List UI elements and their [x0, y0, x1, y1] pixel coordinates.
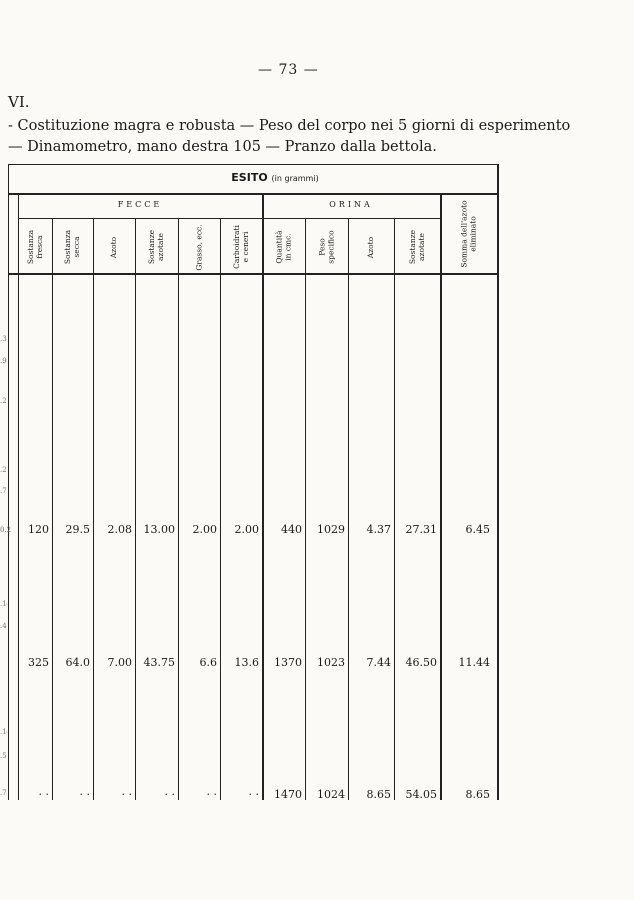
column-header: [52, 222, 93, 272]
column-divider: [394, 218, 395, 800]
column-header: [348, 222, 394, 272]
column-header: [305, 222, 348, 272]
column-header-label: Grasso, ecc.: [194, 223, 204, 271]
group-divider-fecce-orina: [262, 193, 264, 800]
margin-fragment: .4: [0, 622, 7, 630]
margin-fragment: .7: [0, 487, 7, 495]
table-left-border: [8, 164, 9, 800]
column-header-label: Sostanze azotate: [408, 229, 426, 265]
column-header: [178, 222, 220, 272]
table-cell: 43.75: [143, 656, 175, 669]
margin-fragment: 0.2: [0, 526, 12, 534]
table-cell: 64.0: [65, 656, 90, 669]
group-header-rule: [18, 218, 441, 219]
table-title: [170, 171, 380, 184]
column-header: [135, 222, 178, 272]
margin-fragment: .5: [0, 752, 7, 760]
table-cell: 325: [28, 656, 49, 669]
group-divider-orina-somma: [440, 193, 442, 800]
margin-fragment: .3: [0, 335, 7, 343]
table-cell: 11.44: [458, 656, 490, 669]
column-header: [18, 222, 52, 272]
group-title-fecce: FECCE: [117, 200, 163, 209]
table-cell: · ·: [121, 788, 132, 801]
table-cell: 4.37: [366, 523, 391, 536]
column-divider: [305, 218, 306, 800]
table-cell: · ·: [38, 788, 49, 801]
table-cell: 2.08: [107, 523, 132, 536]
column-divider: [18, 193, 19, 800]
column-header: [93, 222, 135, 272]
table-cell: 120: [28, 523, 49, 536]
table-cell: 8.65: [465, 788, 490, 801]
column-divider: [135, 218, 136, 800]
table-cell: 440: [281, 523, 302, 536]
table-cell: 6.6: [199, 656, 217, 669]
column-header-label: Azoto: [366, 236, 376, 258]
table-cell: 1023: [317, 656, 345, 669]
column-header-label: Carboidrati e ceneri: [232, 225, 250, 269]
column-header-label: Sostanza fresca: [26, 229, 44, 265]
column-header-label: Sostanza secca: [63, 229, 82, 265]
table-cell: 7.44: [366, 656, 391, 669]
table-cell: 13.6: [234, 656, 259, 669]
section-label: VI.: [8, 93, 30, 111]
column-header: [262, 222, 305, 272]
table-cell: 7.00: [107, 656, 132, 669]
subject-description-line-1: - Costituzione magra e robusta — Peso del corpo nei 5 giorni di esperimento: [8, 118, 571, 134]
table-cell: 1370: [274, 656, 302, 669]
table-title-text: ESITO: [231, 171, 268, 184]
table-cell: 2.00: [234, 523, 259, 536]
column-header: [441, 195, 497, 272]
table-cell: 29.5: [65, 523, 90, 536]
column-header-label: Somma dell'azoto eliminato: [460, 199, 478, 268]
margin-fragment: .9: [0, 357, 7, 365]
table-title-unit: (in grammi): [271, 174, 319, 183]
table-cell: 6.45: [465, 523, 490, 536]
table-header-rule: [8, 193, 498, 195]
column-divider: [178, 218, 179, 800]
margin-fragment: .2: [0, 466, 7, 474]
subject-description-line-2: — Dinamometro, mano destra 105 — Pranzo dalla bettola.: [8, 139, 437, 155]
table-cell: · ·: [248, 788, 259, 801]
table-cell: · ·: [79, 788, 90, 801]
column-divider: [220, 218, 221, 800]
column-header: [394, 222, 440, 272]
column-header-label: Peso specifico: [317, 230, 336, 264]
margin-fragment: .1: [0, 600, 7, 608]
table-cell: 1024: [317, 788, 345, 801]
column-divider: [93, 218, 94, 800]
page-number: — 73 —: [258, 62, 319, 78]
table-cell: 8.65: [366, 788, 391, 801]
margin-fragment: .1: [0, 728, 7, 736]
table-cell: 1029: [317, 523, 345, 536]
table-cell: · ·: [206, 788, 217, 801]
column-header-label: Azoto: [109, 236, 119, 258]
table-cell: · ·: [164, 788, 175, 801]
column-header-rule: [8, 273, 498, 275]
margin-fragment: .2: [0, 397, 7, 405]
table-right-border: [497, 164, 499, 800]
column-header: [220, 222, 262, 272]
column-header-label: Sostanze azotate: [147, 229, 166, 265]
column-divider: [52, 218, 53, 800]
table-cell: 2.00: [192, 523, 217, 536]
column-divider: [348, 218, 349, 800]
table-cell: 27.31: [405, 523, 437, 536]
table-cell: 54.05: [405, 788, 437, 801]
margin-fragment: .7: [0, 789, 7, 797]
group-title-orina: ORINA: [329, 200, 373, 209]
table-top-rule: [8, 164, 498, 165]
column-header-label: Quantità in cmc.: [274, 230, 293, 264]
table-cell: 46.50: [405, 656, 437, 669]
table-cell: 13.00: [143, 523, 175, 536]
table-cell: 1470: [274, 788, 302, 801]
